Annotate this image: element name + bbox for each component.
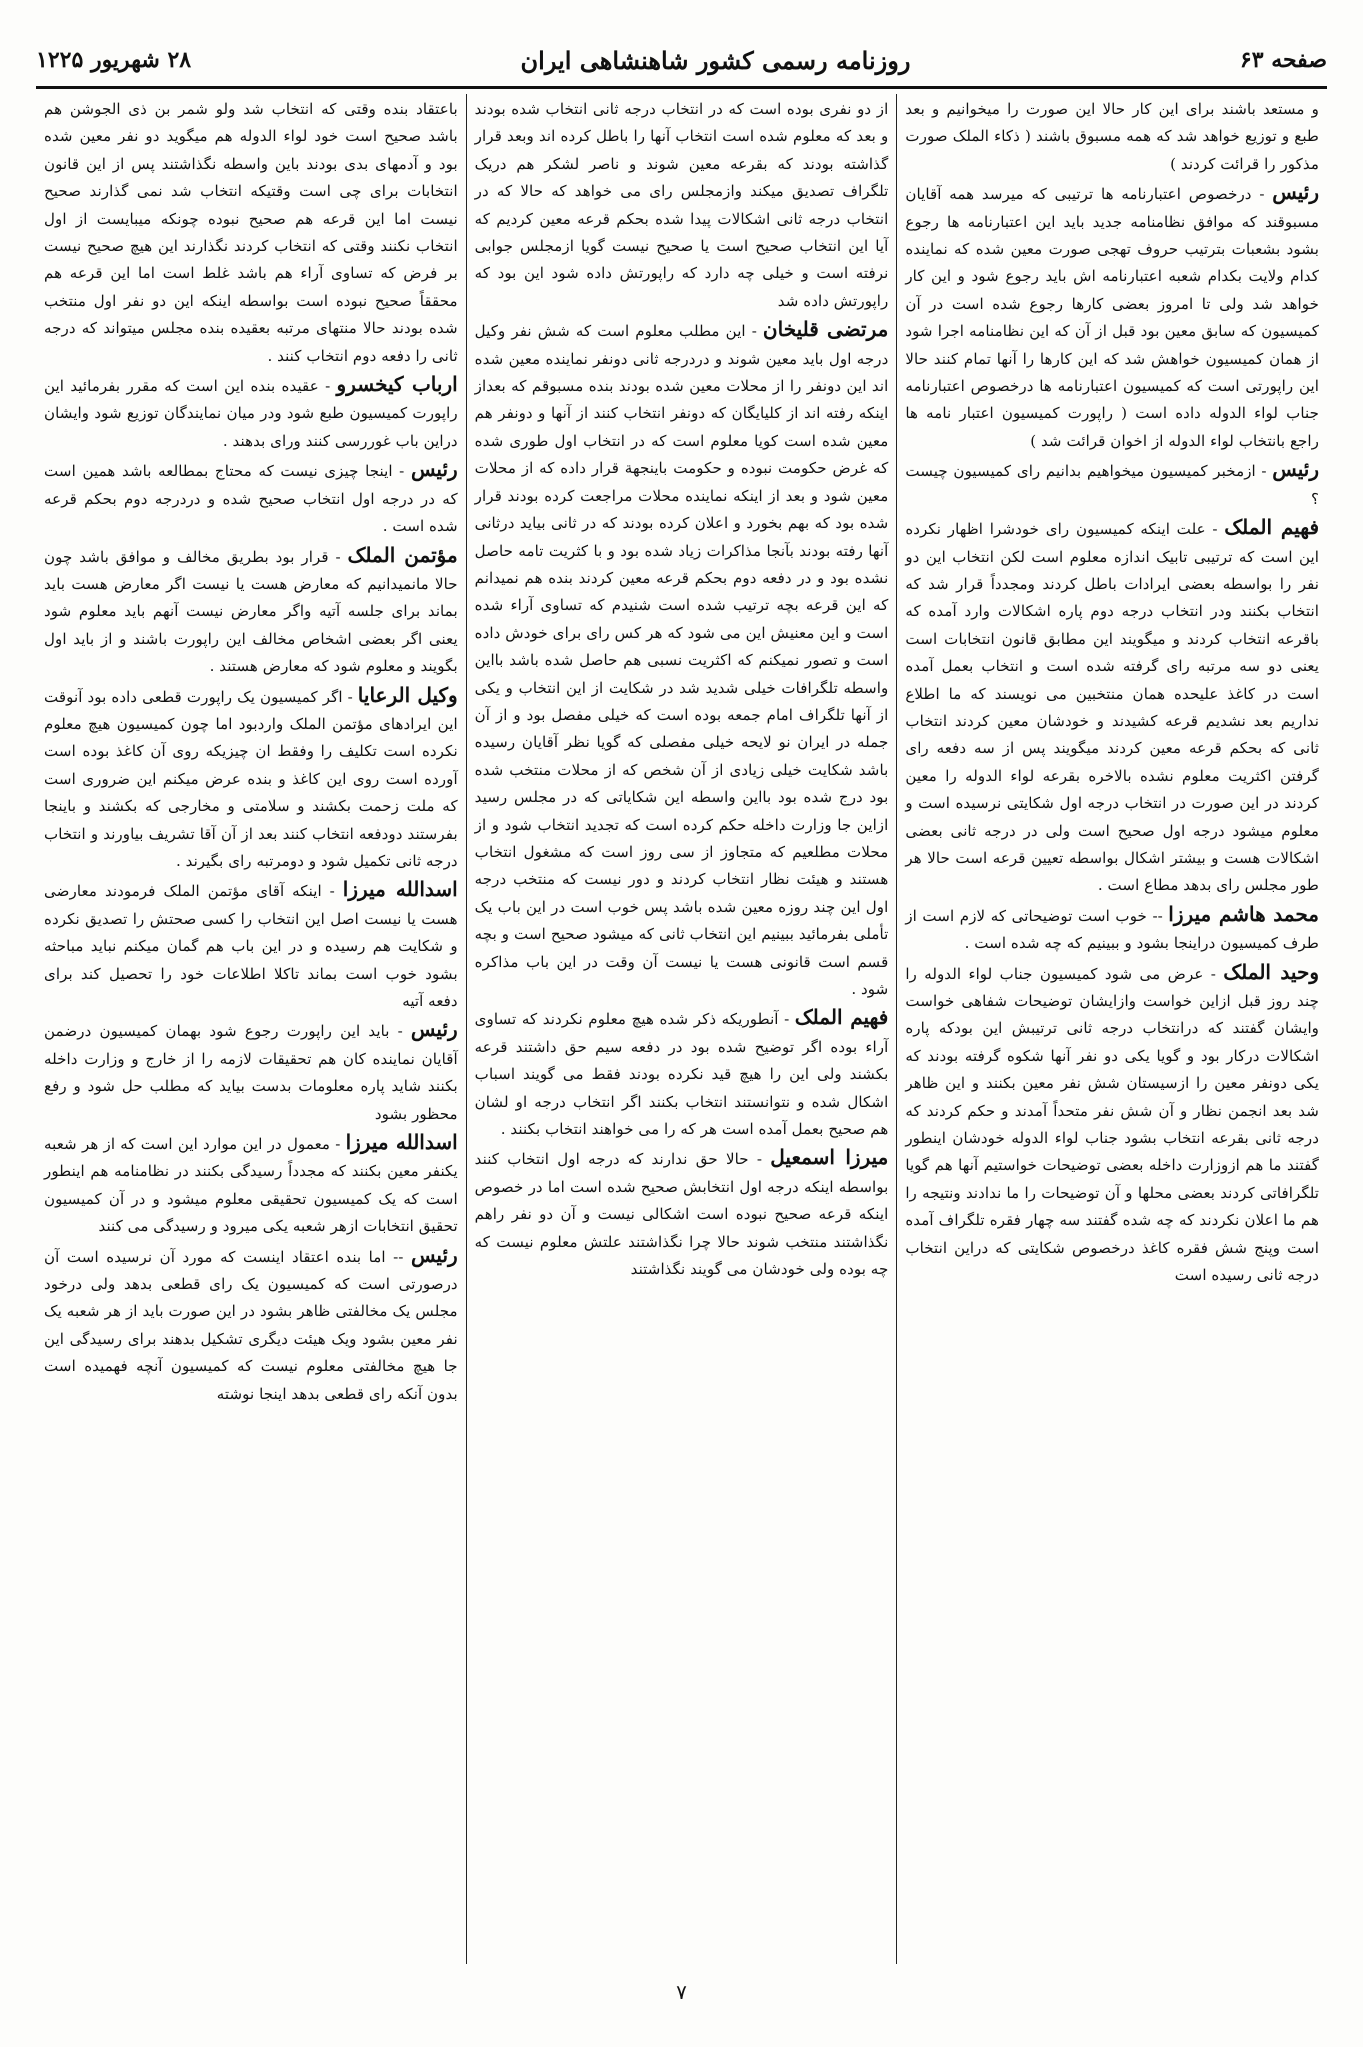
- speaker-name: اسدالله میرزا: [345, 1130, 458, 1155]
- column-middle: [467, 94, 897, 1964]
- paragraph: [905, 901, 1319, 958]
- paragraph-text: - علت اینکه کمیسیون رای خودشرا اظهار نکرده این است که ترتیبی تابیک اندازه معلوم است لکن انتخاب این دو نفر را بواسطه بعضی ایرادات باطل کردند ومجدداً قرار شد که انتخاب بکنند ودر انتخاب درجه دوم پاره اشکالات وارد آمده که باقرعه انتخاب کردند و میگویند این مطابق قانون انتخابات است یعنی دو سه مرتبه رای گرفته شده است و انتخاب بعمل آمده است در کاغذ علیحده همان منتخبین می نویسند که ما اطلاع نداریم بعد نشدیم قرعه کشیدند و خودشان معین کردند انتخاب ثانی که بحکم قرعه معین کردند میگویند پس از سه دفعه رای گرفتن اکثریت معلوم نشده بالاخره بقرعه لواء الدوله را معین کردند در این صورت در انتخاب درجه اول شکایتی نرسیده است و معلوم میشود درجه اول صحیح است ولی در درجه ثانی بعضی اشکالات هست و بیشتر اشکال بواسطه تعیین قرعه است حالا هر طور مجلس رای بدهد مطاع است .: [905, 520, 1319, 895]
- paragraph-text: از دو نفری بوده است که در انتخاب درجه ثانی انتخاب شده بودند و بعد که معلوم شده است انتخاب آنها را باطل کرده اند وبعد قرار گذاشته بودند که بقرعه معین شوند و ناصر لشکر هم دریک تلگراف تصدیق میکند وازمجلس رای می خواهد که حالا که در انتخاب درجه ثانی اشکالات پیدا شده بحکم قرعه معین کردیم که آیا این انتخاب صحیح است یا صحیح نیست گویا ازمجلس جوابی نرفته است و خیلی چه دارد که راپورتش داده شود این بود که راپورتش داده شد: [474, 100, 889, 310]
- paragraph: [905, 959, 1319, 1290]
- text-columns: [36, 94, 1327, 1964]
- paragraph-text: - آنطوریکه ذکر شده هیچ معلوم نکردند که تساوی آراء بوده اگر توضیح شده بود در دفعه سیم حق داشتند قرعه بکشند ولی این را هیچ قید نکرده بودند فقط می گویند اسباب اشکال شده و نتوانستند انتخاب بکنند اگر انتخاب درجه او لشان هم صحیح بعمل آمده است هر که را می خواهند انتخاب بکنند .: [474, 1010, 889, 1139]
- speaker-name: محمد هاشم میرزا: [1168, 901, 1319, 926]
- paragraph: [475, 1004, 889, 1143]
- paragraph-text: -- اما بنده اعتقاد اینست که مورد آن نرسیده است آن درصورتی است که کمیسیون یک رای قطعی بدهد ولی درخود مجلس یک مخالفتی ظاهر بشود در این صورت باید از هر شعبه یک نفر معین بشود ویک هیئت دیگری تشکیل بدهند برای رسیدگی این جا هیچ مخالفتی معلوم نیست که کمیسیون آنچه فهمیده است بدون آنکه رای قطعی بدهد اینجا نوشته: [44, 1247, 458, 1403]
- paragraph-text: - قرار بود بطریق مخالف و موافق باشد چون حالا مانمیدانیم که معارض هست یا نیست اگر معارض هست باید بماند برای جلسه آتیه واگر معارض نیست آنهم باید معلوم شود یعنی اگر بعضی اشخاص مخالف این راپورت باشند و از باید اول بگویند و معلوم شود که معارض هستند .: [44, 547, 458, 676]
- paragraph-text: - این مطلب معلوم است که شش نفر وکیل درجه اول باید معین شوند و دردرجه ثانی دونفر نماینده معین شده اند این دونفر را از محلات معین شده بودند بنده مسبوقم که بعداز اینکه رفته اند از کلیایگان که دونفر انتخاب کنند از آنها و دونفر هم معین شده است کویا معلوم است که در انتخاب اول طوری شده که غرض حکومت نبوده و حکومت باینجهة قرار داده که از محلات معین شود و بعد از اینکه نماینده محلات مراجعت کرده بودند قرار شده بود که بهم بخورد و اعلان کرده بودند که در ثانی بیاید درثانی آنها رفته بودند بآنجا مذاکرات زیاد شده بود و با کثریت تامه حاصل نشده بود و در دفعه دوم بحکم قرعه معین کردند بنده هم نمیدانم که این قرعه بچه ترتیب شده است شنیدم که تساوی آراء شده است و این معنیش این می شود که هر کس رای برای خودش داده است و تصور نمیکنم که اکثریت نسبی هم حاصل شده باشد بااین واسطه تلگرافات خیلی شدید شد در شکایت از این انتخاب و یکی از آنها تلگراف امام جمعه بوده است که خیلی مفصل بود و از آن جمله در ایران نو لایحه خیلی مفصلی که گویا نظر آقایان رسیده باشد شکایت خیلی زیادی از آن شخص که از محلات منتخب شده بود درج شده بود بااین واسطه این شکایاتی که در مجلس رسید ازاین جا وزارت داخله حکم کرده است که تجدید انتخاب شود و از محلات مطلعیم که متجاوز از سی روز است که مشغول انتخاب هستند و هیئت نظار انتخاب کردند و دور نیست که منتخب درجه اول این چند روزه معین شده باشد پس خوب است در این باب یک تأملی بفرمائید ببینیم این انتخاب ثانی که میشود صحیح است و بچه قسم است قانونی هست یا نیست آن وقت در این باب مذاکره شود .: [474, 322, 889, 998]
- paragraph: [44, 542, 458, 681]
- paragraph: [44, 876, 458, 1015]
- speaker-name: مرتضی قلیخان: [762, 317, 889, 342]
- speaker-name: رئیس: [410, 457, 458, 482]
- paragraph: [475, 1144, 889, 1283]
- column-left: [36, 94, 466, 1964]
- paragraph: [44, 456, 458, 540]
- paragraph: [44, 94, 458, 370]
- paragraph: [44, 1016, 458, 1128]
- column-divider: [466, 94, 467, 1964]
- paragraph-text: - عقیده بنده این است که مقرر بفرمائید این راپورت کمیسیون طبع شود ودر میان نمایندگان توزیع شود وایشان دراین باب غوررسی کنند ورای بدهند .: [44, 377, 458, 450]
- speaker-name: وحید الملک: [1223, 959, 1319, 984]
- speaker-name: وکیل الرعایا: [357, 682, 458, 707]
- column-right: [897, 94, 1327, 1964]
- paragraph-text: - ازمخبر کمیسیون میخواهیم بدانیم رای کمیسیون چیست ؟: [905, 462, 1319, 508]
- paragraph: [44, 1242, 458, 1408]
- paragraph-text: و مستعد باشند برای این کار حالا این صورت را میخوانیم و بعد طبع و توزیع خواهد شد که همه مسبوق باشند ( ذکاء الملک صورت مذکور را قرائت کردند ): [905, 100, 1319, 173]
- paragraph: [475, 316, 889, 1003]
- speaker-name: رئیس: [410, 1242, 458, 1267]
- paragraph-text: - اگر کمیسیون یک راپورت قطعی داده بود آنوقت این ایرادهای مؤتمن الملک واردبود اما چون کمیسیون هیچ معلوم نکرده است تکلیف را وفقط ان چیزیکه روی آن کاغذ بوده است آورده است روی این کاغذ و بنده عرض میکنم این ضروری است که ملت زحمت بکشند و سلامتی و مخارجی که بکشند و باینجا بفرستند دودفعه انتخاب کنند بعد از آن آقا تشریف بیاورند و انتخاب درجه ثانی تکمیل شود و دومرتبه رای بگیرند .: [44, 687, 458, 870]
- speaker-name: میرزا اسمعیل: [770, 1145, 889, 1170]
- paragraph-text: - اینجا چیزی نیست که محتاج بمطالعه باشد همین است که در درجه اول انتخاب صحیح شده و دردرجه دوم بحکم قرعه شده است .: [44, 462, 458, 536]
- paragraph-text: - درخصوص اعتبارنامه ها ترتیبی که میرسد همه آقایان مسبوقند که موافق نظامنامه جدید باید این اعتبارنامه ها رجوع بشود بشعبات بترتیب حروف تهجی صورت معین شده که نماینده کدام ولایت بکدام شعبه اعتبارنامه اش باید رجوع شود و این کار خواهد شد ولی تا امروز بعضی کارها رجوع شده است در آن کمیسیون که سابق معین بود قبل از آن که این نظامنامه اجرا شود از همان کمیسیون خواهش شد که این کارها را آنها تمام کنند حالا این راپورتی است که کمیسیون اعتبارنامه ها درخصوص اعتبارنامه جناب لواء الدوله داده است ( راپورت کمیسیون اعتبار نامه ها راجع بانتخاب لواء الدوله از اخوان قرائت شد ): [905, 185, 1319, 450]
- paragraph: [44, 682, 458, 876]
- paragraph-text: - اینکه آقای مؤتمن الملک فرمودند معارضی هست یا نیست اصل این انتخاب را کسی صحتش را تصدیق نکرده و شکایت هم رسیده و در این باب هم گمان میکنم نباید مباحثه بشود خوب است بماند تاکلا اطلاعات خود را تحصیل کند برای دفعه آتیه: [44, 882, 458, 1010]
- speaker-name: رئیس: [1272, 457, 1320, 482]
- paragraph-text: - حالا حق ندارند که درجه اول انتخاب کنند بواسطه اینکه درجه اول انتخابش صحیح شده است اما در خصوص اینکه قرعه صحیح نبوده است اشکالی نیست و آن دو نفر راهم نگذاشتند منتخب شوند حالا چرا نگذاشتند علتش معلوم نیست که چه بوده ولی خودشان می گویند نگذاشتند: [474, 1150, 889, 1279]
- page-label: صفحه ۶۳: [1239, 47, 1327, 73]
- issue-date: ۲۸ شهریور ۱۲۲۵: [36, 47, 192, 73]
- speaker-name: مؤتمن الملک: [347, 542, 458, 567]
- paragraph: [475, 94, 889, 315]
- speaker-name: فهیم الملک: [1224, 515, 1319, 540]
- paragraph: [44, 1129, 458, 1241]
- header-rule: [36, 86, 1327, 89]
- speaker-name: اسدالله میرزا: [342, 877, 458, 902]
- paragraph-text: - معمول در این موارد این است که از هر شعبه یکنفر معین بکنند که مجدداً رسیدگی بکنند در نظامنامه هم اینطور است که یک کمیسیون تحقیقی معلوم میشود و در آن کمیسیون تحقیق انتخابات ازهر شعبه یکی میرود و رسیدگی می کنند: [44, 1135, 458, 1236]
- speaker-name: رئیس: [410, 1017, 458, 1042]
- page-number: ۷: [676, 1980, 687, 2004]
- speaker-name: فهیم الملک: [794, 1005, 889, 1030]
- paragraph: [905, 514, 1319, 900]
- page-header: [36, 38, 1327, 82]
- speaker-name: رئیس: [1272, 180, 1319, 205]
- speaker-name: ارباب کیخسرو: [336, 372, 458, 397]
- paragraph: [905, 179, 1319, 455]
- paragraph: [905, 456, 1319, 513]
- paragraph-text: - عرض می شود کمیسیون جناب لواء الدوله را چند روز قبل ازاین خواست وازایشان توضیحات شفاهی خواست وایشان گفتند که درانتخاب درجه ثانی ترتیبش این بودکه پاره اشکالات درکار بود و گویا یکی دو نفر آنها شکوه گرفته بودند که یکی دونفر معین را ازسیستان شش نفر معین بکنند و این ظاهر شد بعد انجمن نظار و آن شش نفر متحداً آمدند و حکم کردند که درجه ثانی بقرعه انتخاب بشود جناب لواء الدوله خودشان اینطور گفتند ما هم ازوزارت داخله بعضی توضیحات خواستیم آنها هم گویا تلگرافاتی کردند بعضی محلها و آن توضیحات را ما ندادند ونتیجه را هم ما اعلان نکردند که چه شده گفتند سه چهار فقره تلگراف آمده است وپنج شش فقره کاغذ درخصوص شکایتی که دراین انتخاب درجه ثانی رسیده است: [905, 964, 1319, 1285]
- newspaper-title: روزنامه رسمی کشور شاهنشاهی ایران: [520, 45, 911, 75]
- paragraph-text: - باید این راپورت رجوع شود بهمان کمیسیون درضمن آقایان نماینده کان هم تحقیقات لازمه را از خارج و وزارت داخله بکنند شاید پاره معلومات بدست بیاید که مطلب حل شود و رفع محظور بشود: [44, 1022, 458, 1123]
- paragraph-text: -- خوب است توضیحاتی که لازم است از طرف کمیسیون دراینجا بشود و ببینیم که چه شده است .: [905, 906, 1319, 953]
- paragraph-text: باعتقاد بنده وقتی که انتخاب شد ولو شمر بن ذی الجوشن هم باشد صحیح است خود لواء الدوله هم میگوید دو نفر معین شده بود و آدمهای بدی بودند باین واسطه نگذاشتند پس از این قانون انتخابات برای چی است وقتیکه انتخاب شد نمی گذارند صحیح نیست اما این قرعه هم صحیح نبوده چونکه میبایست از اول انتخاب نکنند وقتی که انتخاب کردند نگذارند این هیچ صحیح نیست بر فرض که تساوی آراء هم باشد غلط است اما این قرعه هم محققاً صحیح نبوده است بواسطه اینکه این دو نفر اول منتخب شده بودند حالا منتهای مرتبه بعقیده بنده مجلس میتواند که درجه ثانی را دفعه دوم انتخاب کنند .: [44, 100, 458, 365]
- paragraph: [905, 94, 1319, 178]
- column-divider: [896, 94, 897, 1964]
- paragraph: [44, 371, 458, 455]
